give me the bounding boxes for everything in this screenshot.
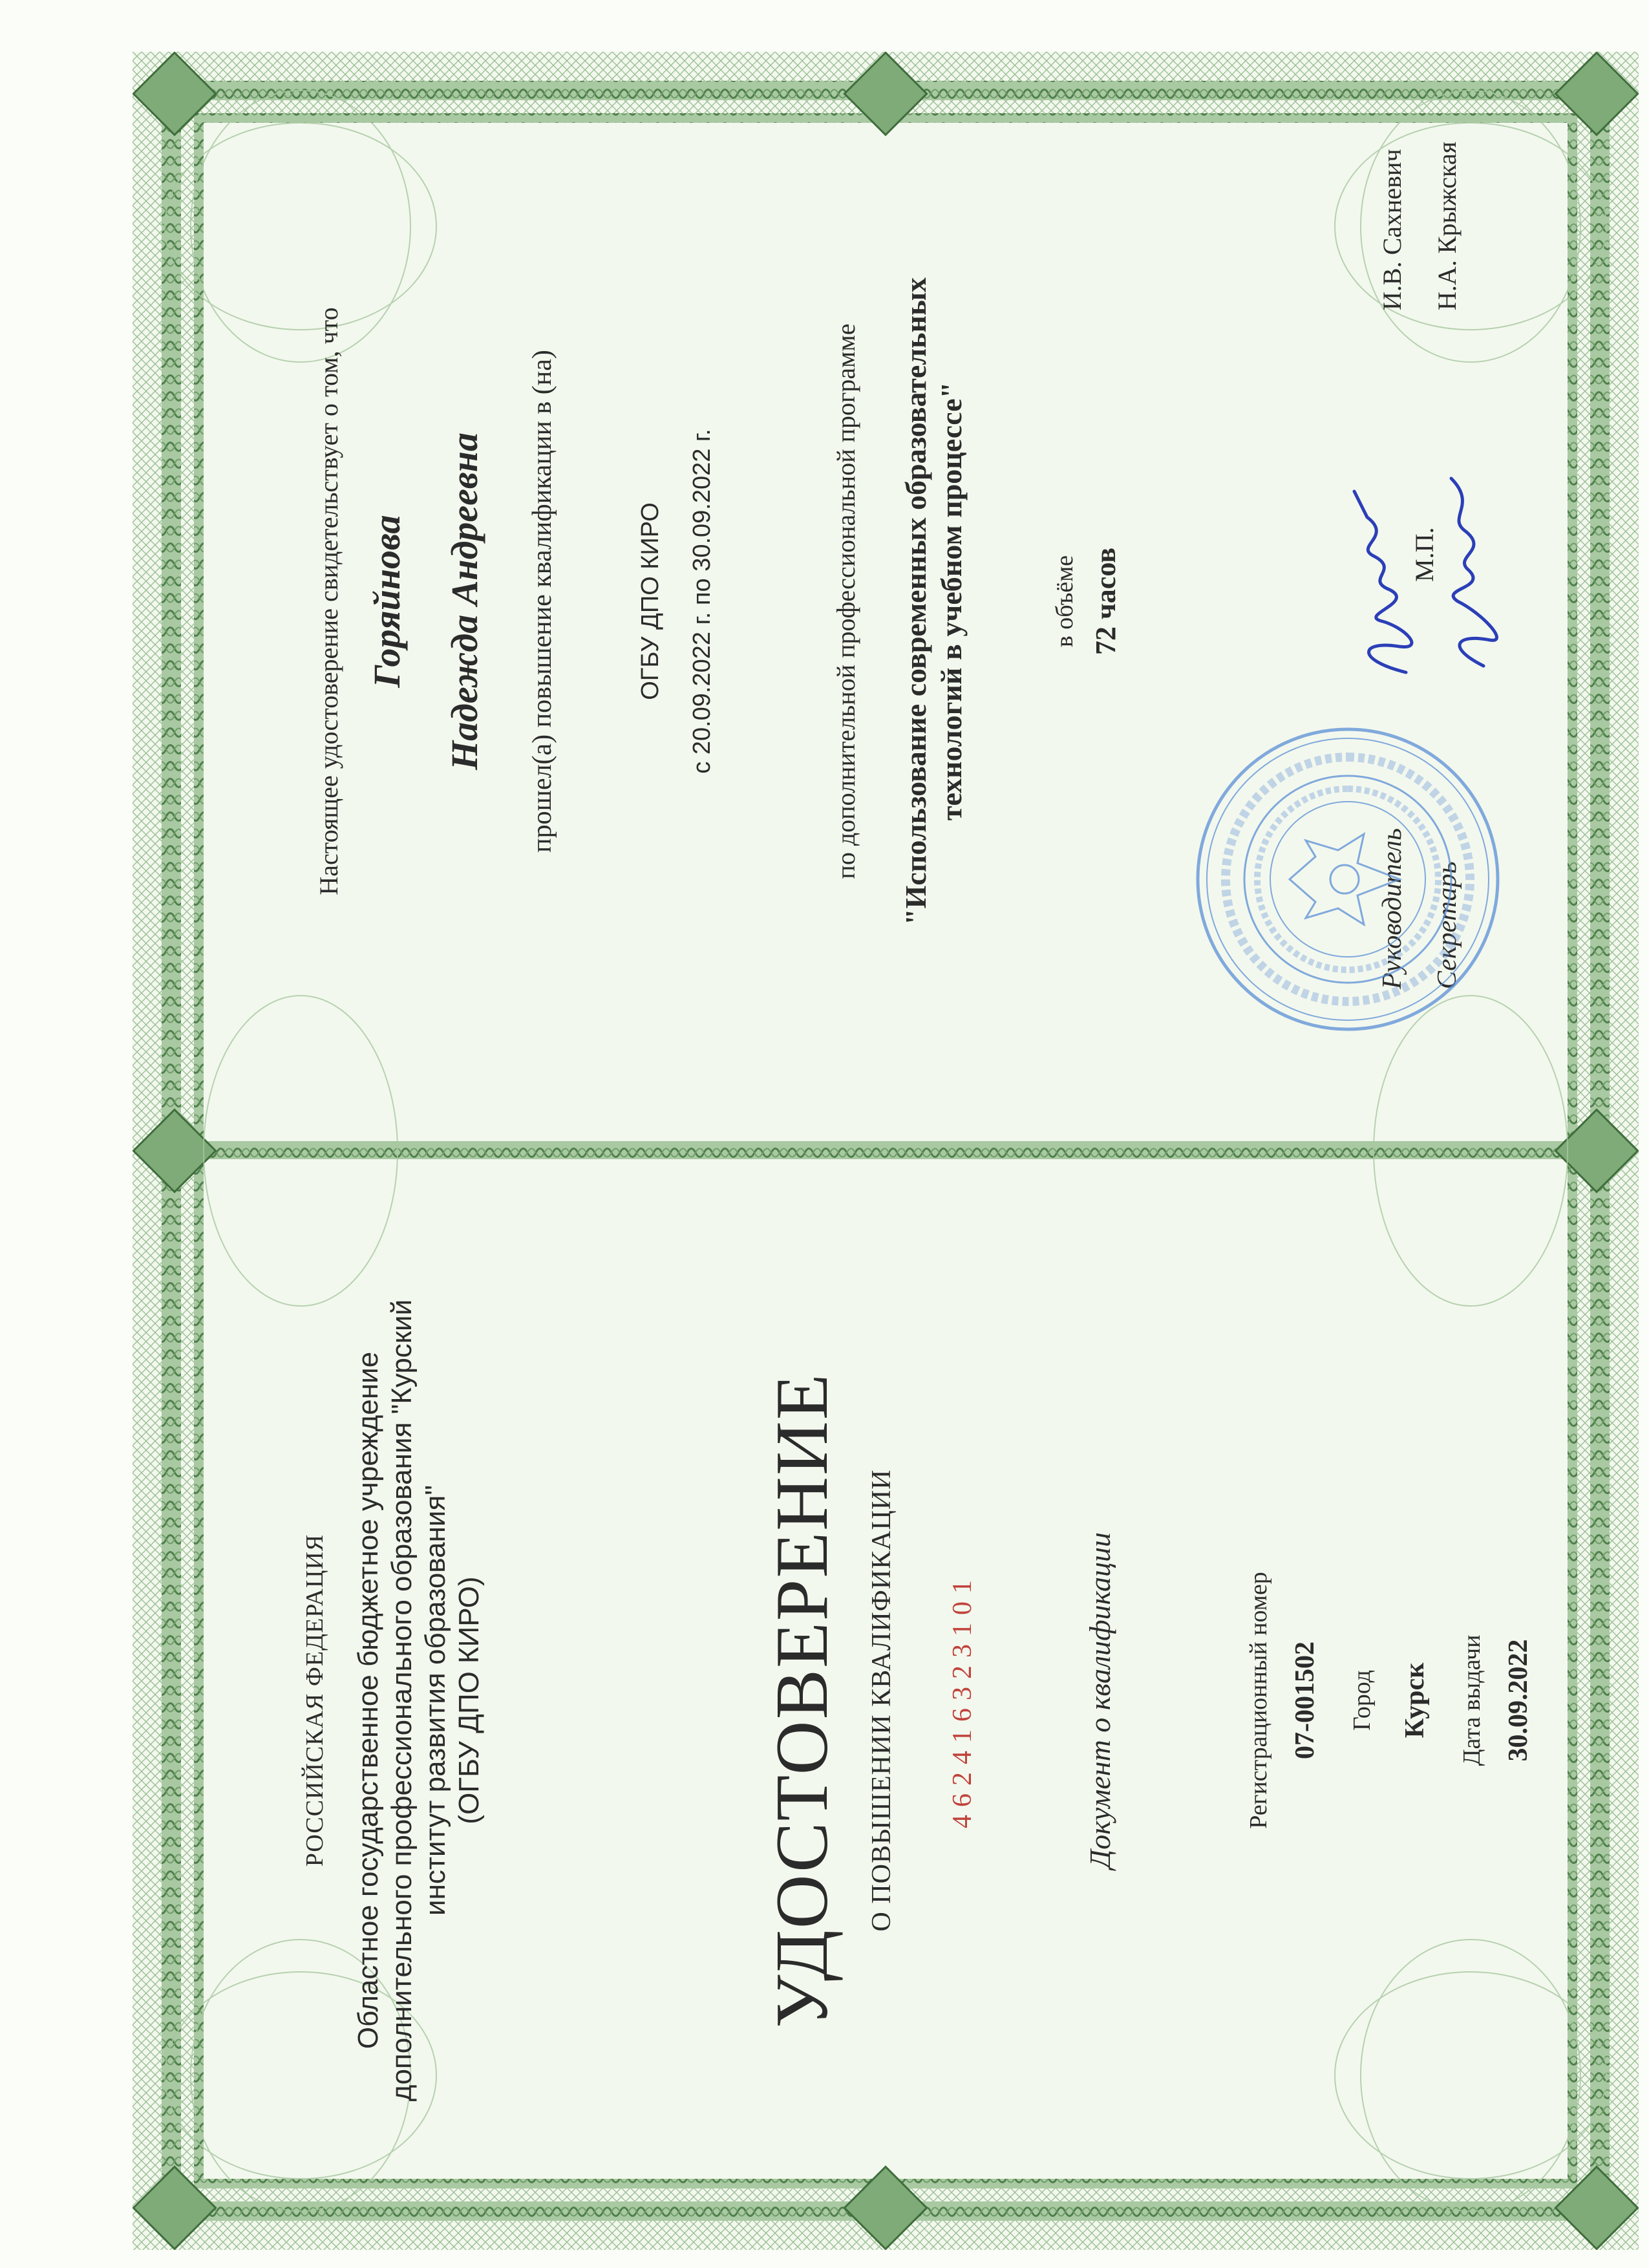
signatures <box>1328 465 1529 685</box>
holder-surname: Горяйнова <box>366 515 408 688</box>
document-type: Документ о квалификации <box>1083 1532 1116 1869</box>
city-label: Город <box>1348 1670 1376 1731</box>
organization-line-1: Областное государственное бюджетное учреждение <box>352 1351 384 2049</box>
volume-value: 72 часов <box>1090 548 1122 656</box>
serial-number: 462416323101 <box>948 1572 977 1828</box>
seal-mark: М.П. <box>1410 527 1439 582</box>
document-subtitle: О ПОВЫШЕНИИ КВАЛИФИКАЦИИ <box>867 1469 897 1932</box>
volume-label: в объёме <box>1051 555 1078 648</box>
program-title-line-2: технологий в учебном процессе" <box>935 381 968 821</box>
country-name: РОССИЙСКАЯ ФЕДЕРАЦИЯ <box>301 1534 328 1867</box>
organization-line-2: дополнительного профессионального образования "Курский <box>386 1299 418 2102</box>
official-stamp <box>1193 724 1503 1034</box>
document-title: УДОСТОВЕРЕНИЕ <box>761 1373 844 2028</box>
registration-number-label: Регистрационный номер <box>1245 1572 1272 1829</box>
training-period: с 20.09.2022 г. по 30.09.2022 г. <box>688 429 716 774</box>
city-value: Курск <box>1400 1662 1430 1738</box>
organization-line-3: институт развития образования" <box>420 1485 451 1916</box>
issue-date: 30.09.2022 <box>1504 1639 1533 1762</box>
certificate-cover-side <box>133 1151 1639 2250</box>
certificate-content <box>133 52 1639 2250</box>
secretary-role: Секретарь <box>1432 861 1462 989</box>
head-signature <box>1354 491 1412 672</box>
training-institution: ОГБУ ДПО КИРО <box>637 502 664 700</box>
holder-given-names: Надежда Андреевна <box>443 433 485 770</box>
issue-date-label: Дата выдачи <box>1458 1634 1485 1766</box>
program-title-line-1: "Использование современных образовательных <box>899 277 932 925</box>
secretary-name: Н.А. Крыжская <box>1432 142 1462 310</box>
intro-text: Настоящее удостоверение свидетельствует о том, что <box>314 307 343 895</box>
head-role: Руководитель <box>1378 828 1407 989</box>
training-passed-text: прошел(а) повышение квалификации в (на) <box>527 350 557 853</box>
organization-line-4: (ОГБУ ДПО КИРО) <box>453 1576 485 1824</box>
program-intro: по дополнительной профессиональной программе <box>831 323 860 879</box>
registration-number: 07-001502 <box>1290 1642 1320 1759</box>
secretary-signature <box>1451 478 1496 666</box>
head-name: И.В. Сахневич <box>1378 149 1407 310</box>
